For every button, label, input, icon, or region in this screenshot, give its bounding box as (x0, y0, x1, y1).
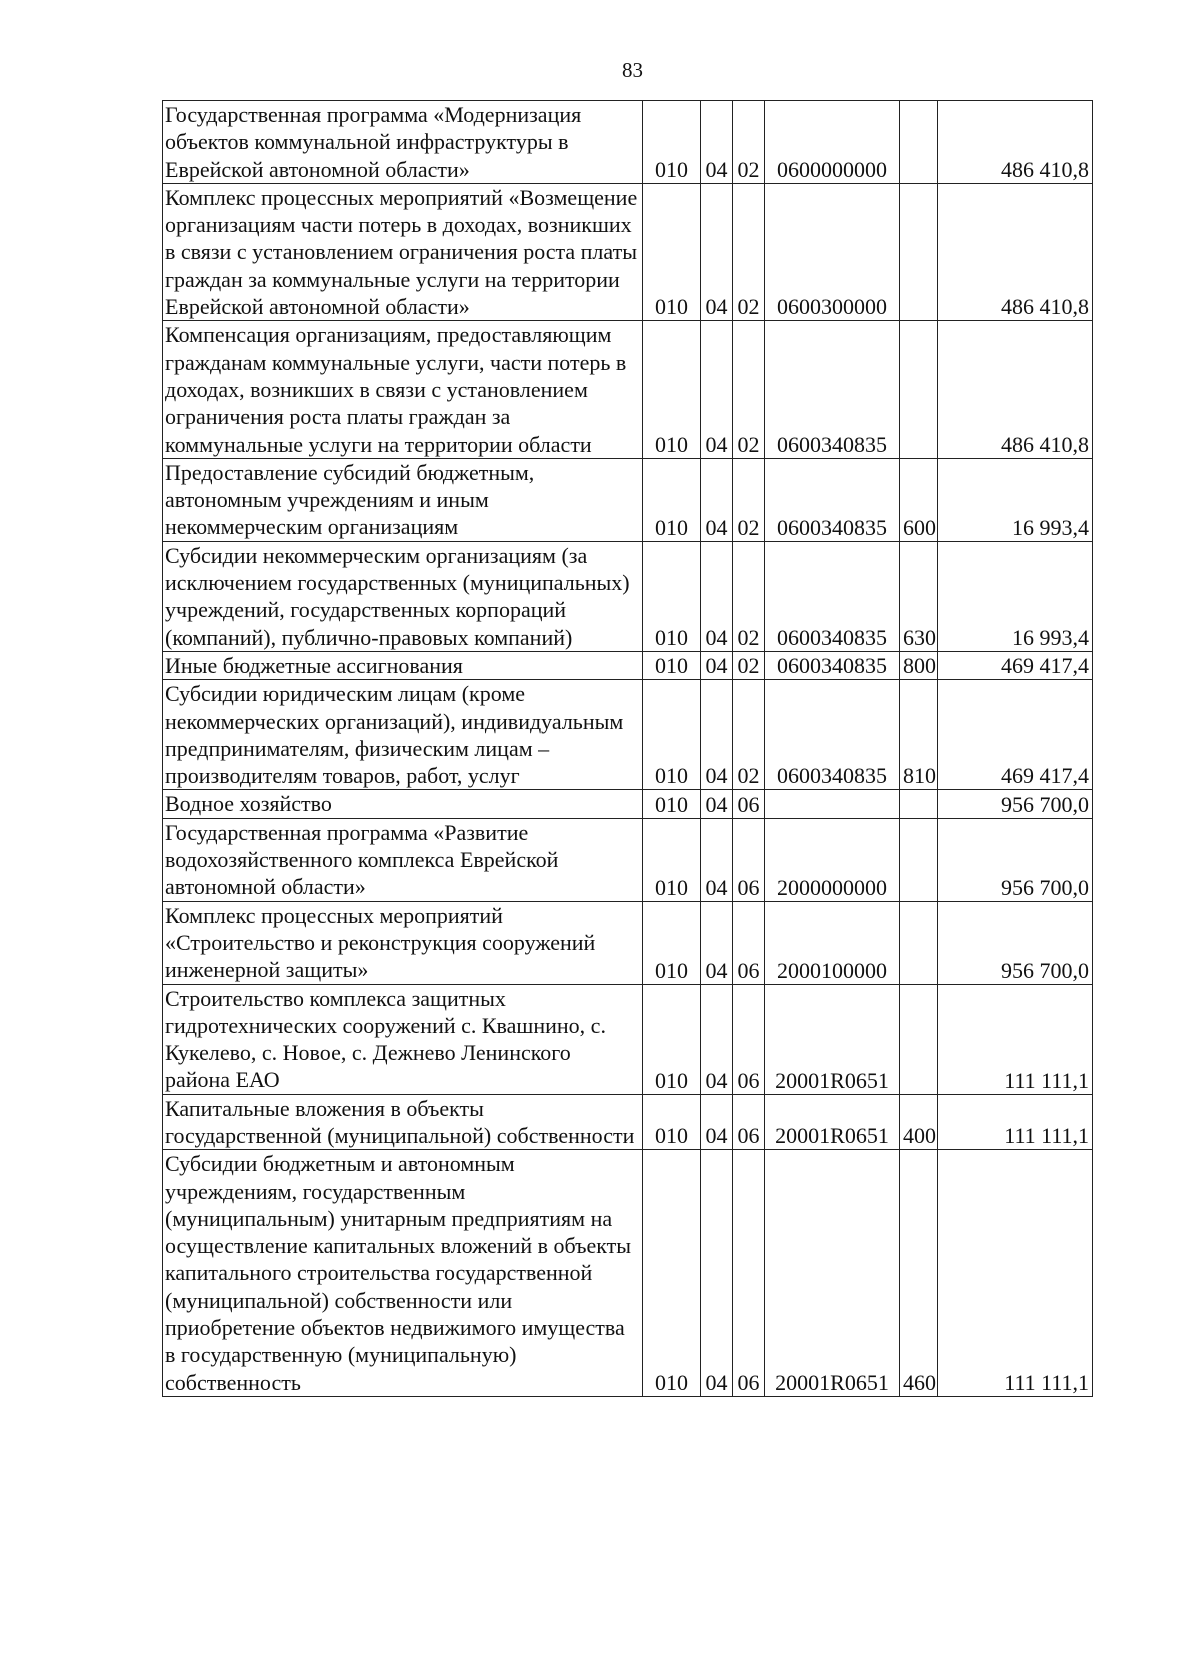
cell-subsection-code: 02 (733, 101, 765, 184)
cell-amount: 486 410,8 (938, 101, 1093, 184)
table-row (163, 183, 1093, 320)
cell-amount: 16 993,4 (938, 541, 1093, 651)
cell-section-code: 04 (701, 984, 733, 1094)
cell-ministry-code: 010 (643, 790, 701, 818)
cell-expense-type: 460 (900, 1150, 938, 1397)
cell-subsection-code: 06 (733, 818, 765, 901)
table-row (163, 458, 1093, 541)
cell-section-code: 04 (701, 1094, 733, 1150)
cell-ministry-code: 010 (643, 458, 701, 541)
cell-amount: 956 700,0 (938, 901, 1093, 984)
cell-name: Компенсация организациям, предоставляющим гражданам коммунальные услуги, части потерь в доходах, возникших в связи с установлением ограничения роста платы граждан за коммунальные услуги на территории области (163, 321, 643, 458)
cell-expense-type: 630 (900, 541, 938, 651)
table-row (163, 651, 1093, 679)
cell-ministry-code: 010 (643, 651, 701, 679)
cell-target-article: 0600340835 (765, 541, 900, 651)
cell-subsection-code: 06 (733, 1094, 765, 1150)
cell-ministry-code: 010 (643, 818, 701, 901)
table-row (163, 790, 1093, 818)
cell-amount: 469 417,4 (938, 651, 1093, 679)
table-row (163, 101, 1093, 184)
cell-expense-type (900, 818, 938, 901)
cell-ministry-code: 010 (643, 541, 701, 651)
cell-ministry-code: 010 (643, 984, 701, 1094)
cell-name: Капитальные вложения в объекты государственной (муниципальной) собственности (163, 1094, 643, 1150)
cell-subsection-code: 02 (733, 651, 765, 679)
cell-name: Водное хозяйство (163, 790, 643, 818)
cell-subsection-code: 02 (733, 321, 765, 458)
cell-expense-type (900, 901, 938, 984)
budget-table (162, 100, 1093, 1397)
cell-target-article: 0600340835 (765, 651, 900, 679)
cell-expense-type (900, 101, 938, 184)
cell-name: Субсидии бюджетным и автономным учреждениям, государственным (муниципальным) унитарным предприятиям на осуществление капитальных вложений в объекты капитального строительства государственной (муниципальной) собственности или приобретение объектов недвижимого имущества в государственную (муниципальную) собственность (163, 1150, 643, 1397)
cell-amount: 486 410,8 (938, 321, 1093, 458)
cell-target-article: 0600340835 (765, 680, 900, 790)
cell-section-code: 04 (701, 321, 733, 458)
cell-subsection-code: 06 (733, 790, 765, 818)
cell-ministry-code: 010 (643, 101, 701, 184)
cell-section-code: 04 (701, 183, 733, 320)
cell-name: Государственная программа «Модернизация объектов коммунальной инфраструктуры в Еврейской автономной области» (163, 101, 643, 184)
cell-subsection-code: 02 (733, 458, 765, 541)
cell-ministry-code: 010 (643, 901, 701, 984)
cell-amount: 956 700,0 (938, 790, 1093, 818)
cell-expense-type: 400 (900, 1094, 938, 1150)
table-row (163, 321, 1093, 458)
cell-expense-type: 800 (900, 651, 938, 679)
table-row (163, 984, 1093, 1094)
cell-name: Комплекс процессных мероприятий «Строительство и реконструкция сооружений инженерной защиты» (163, 901, 643, 984)
cell-subsection-code: 02 (733, 680, 765, 790)
cell-target-article: 0600340835 (765, 458, 900, 541)
table-row (163, 901, 1093, 984)
cell-amount: 469 417,4 (938, 680, 1093, 790)
cell-name: Комплекс процессных мероприятий «Возмещение организациям части потерь в доходах, возникших в связи с установлением ограничения роста платы граждан за коммунальные услуги на территории Еврейской автономной области» (163, 183, 643, 320)
cell-expense-type (900, 321, 938, 458)
cell-ministry-code: 010 (643, 1150, 701, 1397)
cell-amount: 111 111,1 (938, 1094, 1093, 1150)
cell-subsection-code: 06 (733, 1150, 765, 1397)
cell-subsection-code: 06 (733, 984, 765, 1094)
cell-subsection-code: 06 (733, 901, 765, 984)
table-row (163, 1150, 1093, 1397)
cell-target-article: 2000000000 (765, 818, 900, 901)
cell-amount: 956 700,0 (938, 818, 1093, 901)
cell-subsection-code: 02 (733, 183, 765, 320)
cell-target-article: 0600000000 (765, 101, 900, 184)
cell-expense-type: 600 (900, 458, 938, 541)
cell-amount: 16 993,4 (938, 458, 1093, 541)
cell-target-article: 20001R0651 (765, 1094, 900, 1150)
cell-section-code: 04 (701, 101, 733, 184)
cell-section-code: 04 (701, 790, 733, 818)
cell-expense-type (900, 183, 938, 320)
cell-name: Строительство комплекса защитных гидротехнических сооружений с. Квашнино, с. Кукелево, с. Новое, с. Дежнево Ленинского района ЕАО (163, 984, 643, 1094)
cell-ministry-code: 010 (643, 183, 701, 320)
cell-section-code: 04 (701, 541, 733, 651)
cell-name: Иные бюджетные ассигнования (163, 651, 643, 679)
cell-subsection-code: 02 (733, 541, 765, 651)
cell-target-article (765, 790, 900, 818)
cell-expense-type: 810 (900, 680, 938, 790)
cell-ministry-code: 010 (643, 321, 701, 458)
cell-amount: 111 111,1 (938, 1150, 1093, 1397)
budget-table-body (163, 101, 1093, 1397)
cell-target-article: 0600300000 (765, 183, 900, 320)
cell-name: Субсидии некоммерческим организациям (за исключением государственных (муниципальных) учреждений, государственных корпораций (компаний), публично-правовых компаний) (163, 541, 643, 651)
cell-section-code: 04 (701, 818, 733, 901)
cell-target-article: 0600340835 (765, 321, 900, 458)
cell-section-code: 04 (701, 901, 733, 984)
table-row (163, 541, 1093, 651)
cell-name: Государственная программа «Развитие водохозяйственного комплекса Еврейской автономной области» (163, 818, 643, 901)
table-row (163, 818, 1093, 901)
cell-ministry-code: 010 (643, 1094, 701, 1150)
table-row (163, 680, 1093, 790)
cell-section-code: 04 (701, 651, 733, 679)
cell-target-article: 20001R0651 (765, 1150, 900, 1397)
cell-section-code: 04 (701, 458, 733, 541)
cell-amount: 486 410,8 (938, 183, 1093, 320)
cell-name: Субсидии юридическим лицам (кроме некоммерческих организаций), индивидуальным предпринимателям, физическим лицам – производителям товаров, работ, услуг (163, 680, 643, 790)
cell-expense-type (900, 790, 938, 818)
cell-section-code: 04 (701, 1150, 733, 1397)
cell-expense-type (900, 984, 938, 1094)
cell-target-article: 20001R0651 (765, 984, 900, 1094)
cell-amount: 111 111,1 (938, 984, 1093, 1094)
cell-name: Предоставление субсидий бюджетным, автономным учреждениям и иным некоммерческим организациям (163, 458, 643, 541)
cell-ministry-code: 010 (643, 680, 701, 790)
table-row (163, 1094, 1093, 1150)
page-number: 83 (622, 58, 643, 82)
cell-section-code: 04 (701, 680, 733, 790)
cell-target-article: 2000100000 (765, 901, 900, 984)
